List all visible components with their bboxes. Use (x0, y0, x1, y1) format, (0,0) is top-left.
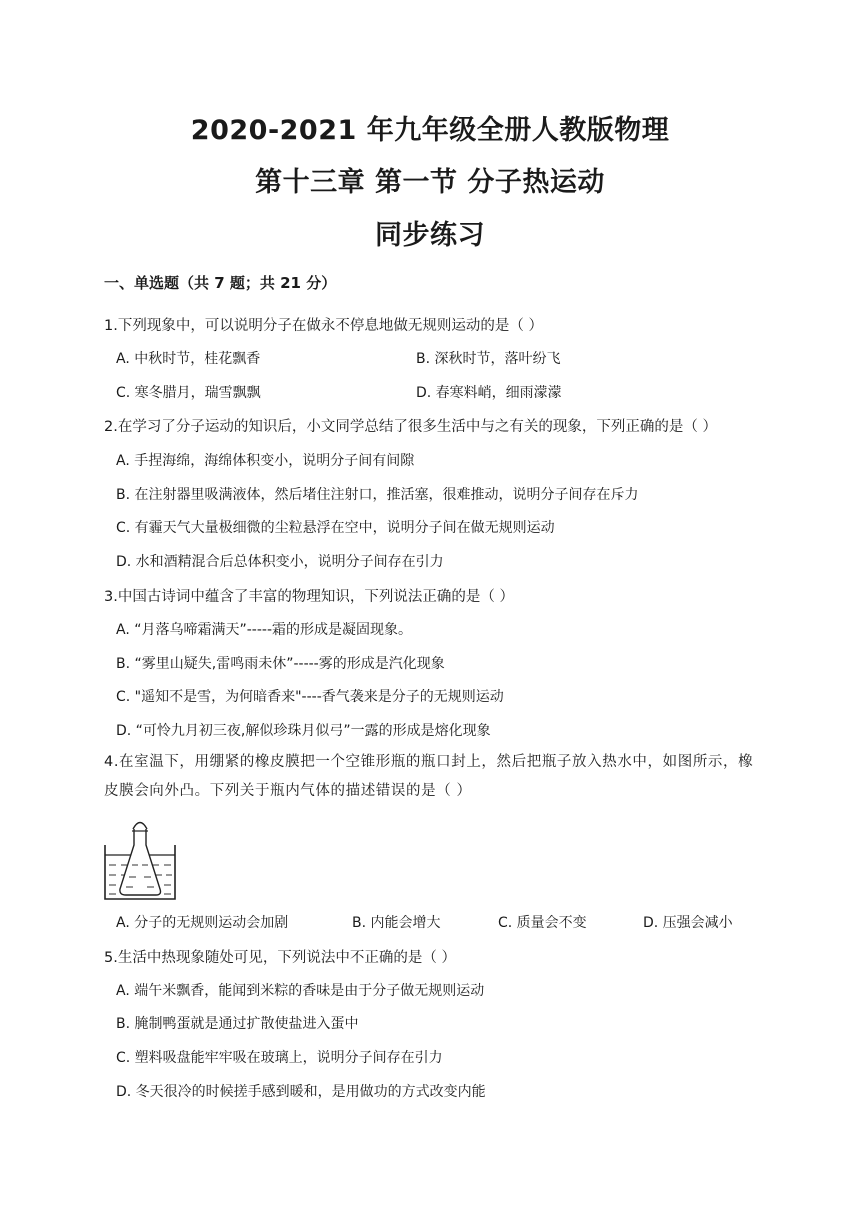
question-2-option-a: A. 手捏海绵，海绵体积变小，说明分子间有间隙 (116, 453, 415, 469)
question-2-option-c: C. 有霾天气大量极细微的尘粒悬浮在空中，说明分子间在做无规则运动 (116, 520, 555, 536)
question-3-option-d: D. “可怜九月初三夜,解似珍珠月似弓”一露的形成是熔化现象 (116, 723, 491, 739)
question-1-option-d: D. 春寒料峭，细雨濛濛 (416, 385, 562, 401)
question-1-stem: 1.下列现象中，可以说明分子在做永不停息地做无规则运动的是（ ） (104, 318, 543, 334)
question-5-option-a: A. 端午米飘香，能闻到米粽的香味是由于分子做无规则运动 (116, 983, 485, 999)
title-line-2: 第十三章 第一节 分子热运动 (255, 167, 605, 198)
question-3-stem: 3.中国古诗词中蕴含了丰富的物理知识，下列说法正确的是（ ） (104, 589, 514, 605)
title-line-3: 同步练习 (375, 220, 485, 251)
question-4-stem: 4.在室温下，用绷紧的橡皮膜把一个空锥形瓶的瓶口封上，然后把瓶子放入热水中，如图所示，橡皮膜会向外凸。下列关于瓶内气体的描述错误的是（ ） (104, 754, 754, 799)
question-5-option-b: B. 腌制鸭蛋就是通过扩散使盐进入蛋中 (116, 1016, 359, 1032)
question-3-option-a: A. “月落乌啼霜满天”-----霜的形成是凝固现象。 (116, 622, 412, 638)
question-1-option-a: A. 中秋时节，桂花飘香 (116, 351, 261, 367)
question-5-option-d: D. 冬天很冷的时候搓手感到暖和，是用做功的方式改变内能 (116, 1084, 486, 1100)
question-2-stem: 2.在学习了分子运动的知识后，小文同学总结了很多生活中与之有关的现象，下列正确的是（ ） (104, 419, 717, 435)
question-3-option-b: B. “雾里山疑失,雷鸣雨未休”-----雾的形成是汽化现象 (116, 656, 445, 672)
question-2-option-b: B. 在注射器里吸满液体，然后堵住注射口，推活塞，很难推动，说明分子间存在斥力 (116, 487, 639, 503)
question-4-option-c: C. 质量会不变 (498, 915, 587, 931)
question-4-option-a: A. 分子的无规则运动会加剧 (116, 915, 289, 931)
question-4-option-d: D. 压强会减小 (643, 915, 733, 931)
question-3-option-c: C. "遥知不是雪，为何暗香来"----香气袭来是分子的无规则运动 (116, 689, 504, 705)
question-1-option-c: C. 寒冬腊月，瑞雪飘飘 (116, 385, 261, 401)
question-5-option-c: C. 塑料吸盘能牢牢吸在玻璃上，说明分子间存在引力 (116, 1050, 443, 1066)
flask-in-hot-water-figure (104, 815, 184, 901)
question-1-option-b: B. 深秋时节，落叶纷飞 (416, 351, 561, 367)
question-4-option-b: B. 内能会增大 (352, 915, 441, 931)
title-line-1: 2020-2021 年九年级全册人教版物理 (190, 115, 670, 146)
section-heading: 一、单选题（共 7 题；共 21 分） (104, 274, 337, 292)
question-2-option-d: D. 水和酒精混合后总体积变小，说明分子间存在引力 (116, 554, 444, 570)
question-5-stem: 5.生活中热现象随处可见，下列说法中不正确的是（ ） (104, 950, 456, 966)
